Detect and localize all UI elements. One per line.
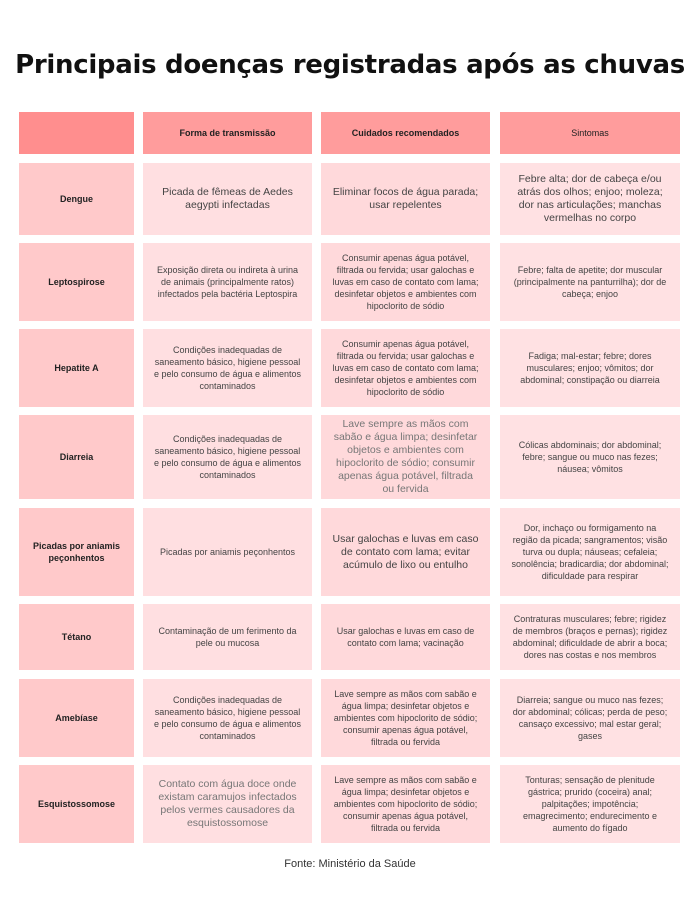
row-disease-label: Diarreia — [19, 415, 134, 499]
row-care: Consumir apenas água potável, filtrada ou fervida; usar galochas e luvas em caso de contato com lama; desinfetar objetos e ambientes com hipoclorito de sódio — [321, 243, 490, 321]
header-symptoms: Sintomas — [500, 112, 680, 154]
row-disease-label: Amebíase — [19, 679, 134, 757]
row-transmission: Contaminação de um ferimento da pele ou mucosa — [143, 604, 312, 670]
row-transmission: Picada de fêmeas de Aedes aegypti infectadas — [143, 163, 312, 235]
row-symptoms: Febre alta; dor de cabeça e/ou atrás dos olhos; enjoo; moleza; dor nas articulações; manchas vermelhas no corpo — [500, 163, 680, 235]
row-disease-label: Dengue — [19, 163, 134, 235]
row-symptoms: Contraturas musculares; febre; rigidez de membros (braços e pernas); rigidez abdominal; dificuldade de abrir a boca; dores nas costas e nos membros — [500, 604, 680, 670]
row-disease-label: Picadas por aniamis peçonhentos — [19, 508, 134, 596]
row-transmission: Condições inadequadas de saneamento básico, higiene pessoal e pelo consumo de água e alimentos contaminados — [143, 415, 312, 499]
row-transmission: Picadas por aniamis peçonhentos — [143, 508, 312, 596]
row-care: Usar galochas e luvas em caso de contato com lama; evitar acúmulo de lixo ou entulho — [321, 508, 490, 596]
row-disease-label: Tétano — [19, 604, 134, 670]
row-care: Lave sempre as mãos com sabão e água limpa; desinfetar objetos e ambientes com hipoclorito de sódio; consumir apenas água potável, filtrada ou fervida — [321, 679, 490, 757]
row-symptoms: Tonturas; sensação de plenitude gástrica; prurido (coceira) anal; palpitações; impotência; emagrecimento; endurecimento e aumento do fígado — [500, 765, 680, 843]
page-title: Principais doenças registradas após as chuvas — [15, 50, 685, 80]
row-care: Usar galochas e luvas em caso de contato com lama; vacinação — [321, 604, 490, 670]
row-transmission: Condições inadequadas de saneamento básico, higiene pessoal e pelo consumo de água e alimentos contaminados — [143, 679, 312, 757]
header-care: Cuidados recomendados — [321, 112, 490, 154]
row-symptoms: Diarreia; sangue ou muco nas fezes; dor abdominal; cólicas; perda de peso; cansaço excessivo; mal estar geral; gases — [500, 679, 680, 757]
source-note: Fonte: Ministério da Saúde — [284, 858, 416, 870]
row-transmission: Contato com água doce onde existam caramujos infectados pelos vermes causadores da esquistossomose — [143, 765, 312, 843]
header-corner-cell — [19, 112, 134, 154]
row-disease-label: Leptospirose — [19, 243, 134, 321]
header-transmission: Forma de transmissão — [143, 112, 312, 154]
row-care: Lave sempre as mãos com sabão e água limpa; desinfetar objetos e ambientes com hipoclorito de sódio; consumir apenas água potável, filtrada ou fervida — [321, 765, 490, 843]
row-symptoms: Fadiga; mal-estar; febre; dores musculares; enjoo; vômitos; dor abdominal; constipação ou diarreia — [500, 329, 680, 407]
row-symptoms: Dor, inchaço ou formigamento na região da picada; sangramentos; visão turva ou dupla; náuseas; cefaleia; sonolência; bradicardia; dor abdominal; dificuldade para respirar — [500, 508, 680, 596]
row-disease-label: Hepatite A — [19, 329, 134, 407]
row-disease-label: Esquistossomose — [19, 765, 134, 843]
row-care: Lave sempre as mãos com sabão e água limpa; desinfetar objetos e ambientes com hipoclorito de sódio; consumir apenas água potável, filtrada ou fervida — [321, 415, 490, 499]
row-care: Eliminar focos de água parada; usar repelentes — [321, 163, 490, 235]
row-symptoms: Cólicas abdominais; dor abdominal; febre; sangue ou muco nas fezes; náusea; vômitos — [500, 415, 680, 499]
row-transmission: Condições inadequadas de saneamento básico, higiene pessoal e pelo consumo de água e alimentos contaminados — [143, 329, 312, 407]
row-transmission: Exposição direta ou indireta à urina de animais (principalmente ratos) infectados pela bactéria Leptospira — [143, 243, 312, 321]
row-care: Consumir apenas água potável, filtrada ou fervida; usar galochas e luvas em caso de contato com lama; desinfetar objetos e ambientes com hipoclorito de sódio — [321, 329, 490, 407]
row-symptoms: Febre; falta de apetite; dor muscular (principalmente na panturrilha); dor de cabeça; enjoo — [500, 243, 680, 321]
